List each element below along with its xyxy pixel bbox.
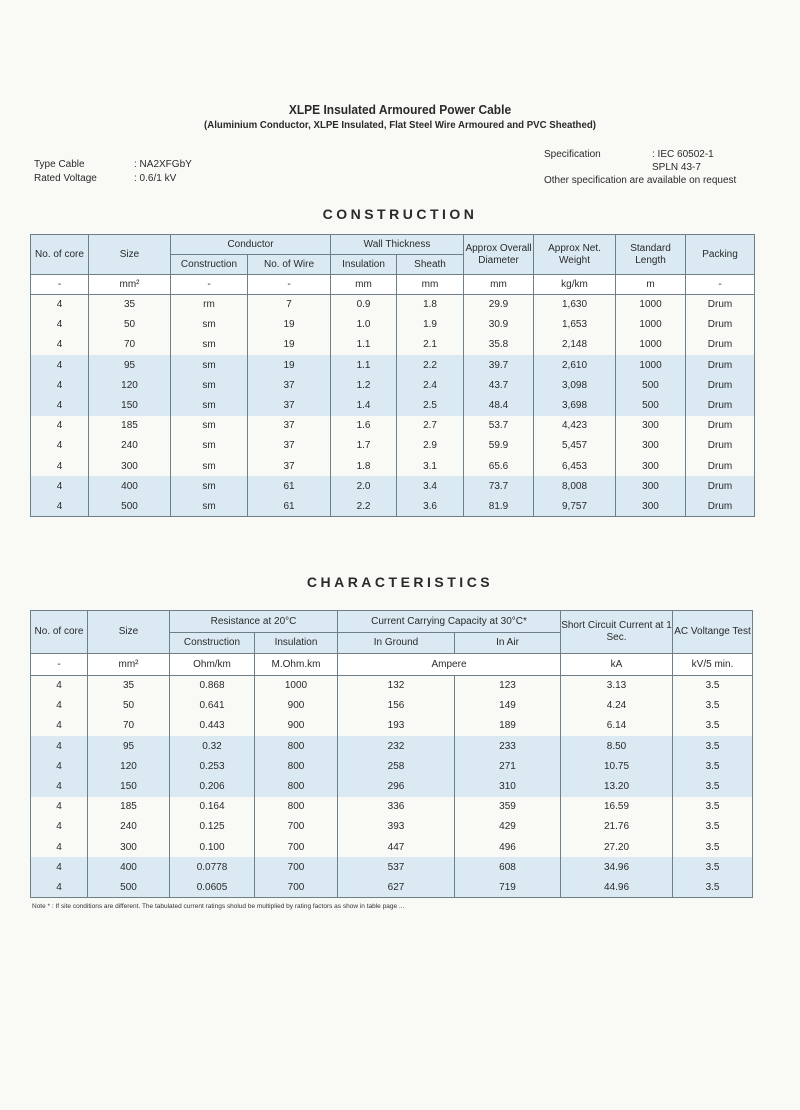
table-cell: 65.6 (464, 456, 534, 476)
table-cell: 2.1 (397, 335, 464, 355)
table-row (31, 496, 755, 516)
table-row (31, 736, 753, 756)
characteristics-table (30, 610, 753, 898)
col-group-current-capacity: Current Carrying Capacity at 30°C* (338, 611, 561, 633)
table-cell: 500 (88, 877, 170, 897)
table-cell: 1000 (616, 355, 686, 375)
table-cell: 3.5 (673, 756, 753, 776)
col-size: Size (89, 235, 171, 275)
table-cell: Drum (686, 335, 755, 355)
table-cell: 189 (455, 716, 561, 736)
table-cell: 53.7 (464, 416, 534, 436)
table-cell: Drum (686, 395, 755, 415)
table-cell: 300 (616, 476, 686, 496)
table-cell: 5,457 (534, 436, 616, 456)
table-cell: 4 (31, 355, 89, 375)
table-cell: 43.7 (464, 375, 534, 395)
table-cell: 0.164 (170, 797, 255, 817)
construction-table (30, 234, 755, 517)
document-title: XLPE Insulated Armoured Power Cable (288, 102, 512, 117)
table-cell: 185 (88, 797, 170, 817)
table-cell: 0.125 (170, 817, 255, 837)
table-cell: 4 (31, 295, 89, 315)
unit-cell: - (686, 275, 755, 295)
table-cell: 3.6 (397, 496, 464, 516)
table-cell: 3.13 (561, 676, 673, 696)
table-cell: 4 (31, 395, 89, 415)
unit-cell: - (171, 275, 248, 295)
table-cell: 156 (338, 696, 455, 716)
table-cell: 4 (31, 837, 88, 857)
col-ac-voltage-test: AC Voltange Test (673, 611, 753, 654)
table-cell: 95 (89, 355, 171, 375)
table-cell: 193 (338, 716, 455, 736)
col-no-of-wire: No. of Wire (248, 255, 331, 275)
table-row (31, 696, 753, 716)
table-cell: 1,653 (534, 315, 616, 335)
specification-label: Specification (544, 149, 601, 160)
table-cell: 3,098 (534, 375, 616, 395)
table-row (31, 817, 753, 837)
table-cell: 150 (88, 776, 170, 796)
col-group-wall-thickness: Wall Thickness (331, 235, 464, 255)
table-cell: 73.7 (464, 476, 534, 496)
table-cell: 4 (31, 877, 88, 897)
table-cell: 719 (455, 877, 561, 897)
table-cell: 4,423 (534, 416, 616, 436)
table-cell: 4 (31, 797, 88, 817)
table-cell: Drum (686, 436, 755, 456)
table-cell: 240 (89, 436, 171, 456)
table-cell: 1.8 (331, 456, 397, 476)
unit-cell: M.Ohm.km (255, 654, 338, 676)
table-cell: 1.4 (331, 395, 397, 415)
unit-cell: Ampere (338, 654, 561, 676)
col-packing: Packing (686, 235, 755, 275)
table-cell: 3.5 (673, 716, 753, 736)
table-cell: sm (171, 456, 248, 476)
col-no-core: No. of core (31, 611, 88, 654)
table-cell: 1.2 (331, 375, 397, 395)
table-cell: 7 (248, 295, 331, 315)
table-cell: 3.5 (673, 817, 753, 837)
unit-cell: mm (331, 275, 397, 295)
characteristics-heading: CHARACTERISTICS (306, 574, 494, 590)
table-cell: 50 (88, 696, 170, 716)
table-cell: rm (171, 295, 248, 315)
table-cell: 150 (89, 395, 171, 415)
table-row (31, 837, 753, 857)
table-cell: 19 (248, 335, 331, 355)
table-cell: 300 (616, 436, 686, 456)
table-cell: 19 (248, 315, 331, 335)
unit-cell: m (616, 275, 686, 295)
table-cell: 700 (255, 877, 338, 897)
unit-cell: - (31, 654, 88, 676)
table-cell: 300 (89, 456, 171, 476)
table-cell: 537 (338, 857, 455, 877)
table-cell: Drum (686, 456, 755, 476)
table-cell: 233 (455, 736, 561, 756)
table-cell: 2.4 (397, 375, 464, 395)
table-cell: 500 (89, 496, 171, 516)
table-cell: 3.5 (673, 776, 753, 796)
specification-value-2: SPLN 43-7 (652, 161, 701, 173)
rated-voltage-label: Rated Voltage (34, 173, 97, 184)
table-cell: 0.0778 (170, 857, 255, 877)
table-cell: sm (171, 375, 248, 395)
table-cell: 700 (255, 837, 338, 857)
table-cell: 37 (248, 456, 331, 476)
unit-cell: kg/km (534, 275, 616, 295)
cable-spec-info (34, 158, 192, 186)
table-cell: 500 (616, 395, 686, 415)
table-cell: 34.96 (561, 857, 673, 877)
col-in-air: In Air (455, 633, 561, 654)
table-cell: 4 (31, 756, 88, 776)
table-row (31, 416, 755, 436)
table-row (31, 776, 753, 796)
table-cell: 1.0 (331, 315, 397, 335)
table-cell: 4 (31, 375, 89, 395)
table-cell: 6.14 (561, 716, 673, 736)
table-cell: 496 (455, 837, 561, 857)
table-cell: 39.7 (464, 355, 534, 375)
table-cell: 4 (31, 817, 88, 837)
table-cell: 61 (248, 496, 331, 516)
table-cell: 2.2 (331, 496, 397, 516)
table-cell: 120 (88, 756, 170, 776)
table-cell: 310 (455, 776, 561, 796)
table-cell: sm (171, 395, 248, 415)
table-cell: 37 (248, 375, 331, 395)
table-row (31, 395, 755, 415)
table-cell: 0.641 (170, 696, 255, 716)
table-cell: 4 (31, 416, 89, 436)
table-cell: 61 (248, 476, 331, 496)
table-cell: 3.5 (673, 877, 753, 897)
table-cell: 4 (31, 857, 88, 877)
table-cell: 1.6 (331, 416, 397, 436)
table-cell: sm (171, 496, 248, 516)
unit-cell: mm (397, 275, 464, 295)
table-cell: 37 (248, 395, 331, 415)
table-cell: Drum (686, 476, 755, 496)
table-cell: 4 (31, 716, 88, 736)
table-cell: 2.7 (397, 416, 464, 436)
table-cell: 2,148 (534, 335, 616, 355)
table-cell: 2.9 (397, 436, 464, 456)
table-cell: 700 (255, 857, 338, 877)
col-in-ground: In Ground (338, 633, 455, 654)
table-row (31, 375, 755, 395)
col-resistance-insulation: Insulation (255, 633, 338, 654)
table-cell: 400 (88, 857, 170, 877)
col-short-circuit-current: Short Circuit Current at 1 Sec. (561, 611, 673, 654)
table-cell: 4 (31, 476, 89, 496)
table-cell: 9,757 (534, 496, 616, 516)
table-cell: 0.443 (170, 716, 255, 736)
table-cell: Drum (686, 375, 755, 395)
table-cell: 2.0 (331, 476, 397, 496)
table-cell: 185 (89, 416, 171, 436)
table-cell: 4 (31, 496, 89, 516)
table-cell: 627 (338, 877, 455, 897)
table-cell: 1.8 (397, 295, 464, 315)
table-cell: 120 (89, 375, 171, 395)
table-cell: 1000 (616, 315, 686, 335)
table-cell: 3.5 (673, 676, 753, 696)
table-cell: 0.32 (170, 736, 255, 756)
table-cell: 1.7 (331, 436, 397, 456)
table-cell: 0.253 (170, 756, 255, 776)
table-cell: sm (171, 476, 248, 496)
col-group-resistance: Resistance at 20°C (170, 611, 338, 633)
table-cell: 0.9 (331, 295, 397, 315)
rated-voltage-value: : 0.6/1 kV (134, 173, 177, 184)
table-cell: 3.5 (673, 696, 753, 716)
col-resistance-construction: Construction (170, 633, 255, 654)
table-cell: 149 (455, 696, 561, 716)
table-row (31, 476, 755, 496)
document-subtitle: (Aluminium Conductor, XLPE Insulated, Flat Steel Wire Armoured and PVC Sheathed) (204, 119, 596, 131)
table-row (31, 436, 755, 456)
table-cell: 95 (88, 736, 170, 756)
table-row (31, 797, 753, 817)
table-cell: 1000 (616, 335, 686, 355)
table-row (31, 716, 753, 736)
table-cell: 4 (31, 696, 88, 716)
table-cell: 800 (255, 736, 338, 756)
table-cell: 429 (455, 817, 561, 837)
unit-cell: mm² (88, 654, 170, 676)
table-cell: 400 (89, 476, 171, 496)
table-cell: sm (171, 335, 248, 355)
table-cell: 2,610 (534, 355, 616, 375)
units-row (31, 654, 753, 676)
table-row (31, 456, 755, 476)
table-cell: 6,453 (534, 456, 616, 476)
table-cell: 300 (88, 837, 170, 857)
table-cell: sm (171, 436, 248, 456)
table-cell: 271 (455, 756, 561, 776)
col-standard-length: Standard Length (616, 235, 686, 275)
table-row (31, 676, 753, 696)
col-overall-diameter: Approx Overall Diameter (464, 235, 534, 275)
unit-cell: mm² (89, 275, 171, 295)
table-cell: 4 (31, 456, 89, 476)
table-cell: 608 (455, 857, 561, 877)
table-cell: 132 (338, 676, 455, 696)
type-cable-value: : NA2XFGbY (134, 159, 192, 170)
type-cable-label: Type Cable (34, 159, 85, 170)
table-cell: 50 (89, 315, 171, 335)
table-cell: 900 (255, 716, 338, 736)
table-cell: 800 (255, 756, 338, 776)
table-cell: 336 (338, 797, 455, 817)
table-cell: 16.59 (561, 797, 673, 817)
table-cell: sm (171, 315, 248, 335)
table-cell: 21.76 (561, 817, 673, 837)
table-cell: 30.9 (464, 315, 534, 335)
table-cell: 4 (31, 736, 88, 756)
table-cell: 3.5 (673, 797, 753, 817)
table-cell: 4 (31, 436, 89, 456)
table-row (31, 756, 753, 776)
type-cable-row (34, 158, 192, 172)
table-cell: 37 (248, 416, 331, 436)
table-cell: 13.20 (561, 776, 673, 796)
table-cell: 3.5 (673, 857, 753, 877)
footnote: Note * : If site conditions are different. The tabulated current ratings sholud be multiplied by rating factors as show in table page ... (32, 903, 405, 910)
table-cell: 4 (31, 315, 89, 335)
col-sheath-thickness: Sheath (397, 255, 464, 275)
table-row (31, 355, 755, 375)
unit-cell: mm (464, 275, 534, 295)
table-cell: 0.0605 (170, 877, 255, 897)
col-insulation-thickness: Insulation (331, 255, 397, 275)
table-cell: 8.50 (561, 736, 673, 756)
table-cell: 0.868 (170, 676, 255, 696)
table-cell: 800 (255, 776, 338, 796)
table-cell: 800 (255, 797, 338, 817)
specification-info (544, 149, 736, 188)
table-cell: 0.100 (170, 837, 255, 857)
rated-voltage-row (34, 172, 192, 186)
table-cell: 3.1 (397, 456, 464, 476)
table-cell: sm (171, 416, 248, 436)
table-cell: 35 (88, 676, 170, 696)
table-cell: 44.96 (561, 877, 673, 897)
table-cell: 4.24 (561, 696, 673, 716)
table-cell: 296 (338, 776, 455, 796)
unit-cell: kA (561, 654, 673, 676)
specification-value-1: : IEC 60502-1 (652, 149, 714, 160)
table-cell: 59.9 (464, 436, 534, 456)
table-cell: 70 (89, 335, 171, 355)
table-cell: 258 (338, 756, 455, 776)
table-cell: Drum (686, 496, 755, 516)
table-cell: 359 (455, 797, 561, 817)
col-size: Size (88, 611, 170, 654)
table-cell: 393 (338, 817, 455, 837)
col-conductor-construction: Construction (171, 255, 248, 275)
table-cell: 3,698 (534, 395, 616, 415)
table-cell: 700 (255, 817, 338, 837)
table-cell: 4 (31, 676, 88, 696)
table-cell: 19 (248, 355, 331, 375)
unit-cell: - (248, 275, 331, 295)
table-row (31, 295, 755, 315)
table-cell: 35.8 (464, 335, 534, 355)
table-cell: 232 (338, 736, 455, 756)
unit-cell: Ohm/km (170, 654, 255, 676)
col-net-weight: Approx Net. Weight (534, 235, 616, 275)
table-cell: 1000 (255, 676, 338, 696)
table-cell: 8,008 (534, 476, 616, 496)
table-cell: Drum (686, 295, 755, 315)
table-cell: 10.75 (561, 756, 673, 776)
table-cell: 37 (248, 436, 331, 456)
col-group-conductor: Conductor (171, 235, 331, 255)
table-cell: 48.4 (464, 395, 534, 415)
table-cell: 1.1 (331, 355, 397, 375)
table-cell: 900 (255, 696, 338, 716)
table-cell: sm (171, 355, 248, 375)
table-cell: 3.5 (673, 837, 753, 857)
table-cell: 1000 (616, 295, 686, 315)
table-row (31, 877, 753, 897)
table-row (31, 335, 755, 355)
table-cell: 2.2 (397, 355, 464, 375)
table-cell: 1.9 (397, 315, 464, 335)
col-no-core: No. of core (31, 235, 89, 275)
table-cell: 70 (88, 716, 170, 736)
table-cell: Drum (686, 416, 755, 436)
table-cell: 300 (616, 456, 686, 476)
construction-heading: CONSTRUCTION (322, 206, 478, 222)
specification-note: Other specification are available on request (544, 175, 737, 186)
table-cell: 4 (31, 776, 88, 796)
table-cell: 447 (338, 837, 455, 857)
table-cell: 1,630 (534, 295, 616, 315)
table-cell: Drum (686, 355, 755, 375)
table-cell: 300 (616, 496, 686, 516)
table-cell: 1.1 (331, 335, 397, 355)
unit-cell: - (31, 275, 89, 295)
table-cell: 27.20 (561, 837, 673, 857)
table-cell: 3.5 (673, 736, 753, 756)
table-cell: 500 (616, 375, 686, 395)
table-cell: 3.4 (397, 476, 464, 496)
table-row (31, 315, 755, 335)
units-row (31, 275, 755, 295)
table-cell: 2.5 (397, 395, 464, 415)
table-cell: 0.206 (170, 776, 255, 796)
table-cell: 300 (616, 416, 686, 436)
table-cell: Drum (686, 315, 755, 335)
table-cell: 35 (89, 295, 171, 315)
table-cell: 4 (31, 335, 89, 355)
table-row (31, 857, 753, 877)
table-cell: 240 (88, 817, 170, 837)
table-cell: 29.9 (464, 295, 534, 315)
table-cell: 81.9 (464, 496, 534, 516)
table-cell: 123 (455, 676, 561, 696)
unit-cell: kV/5 min. (673, 654, 753, 676)
